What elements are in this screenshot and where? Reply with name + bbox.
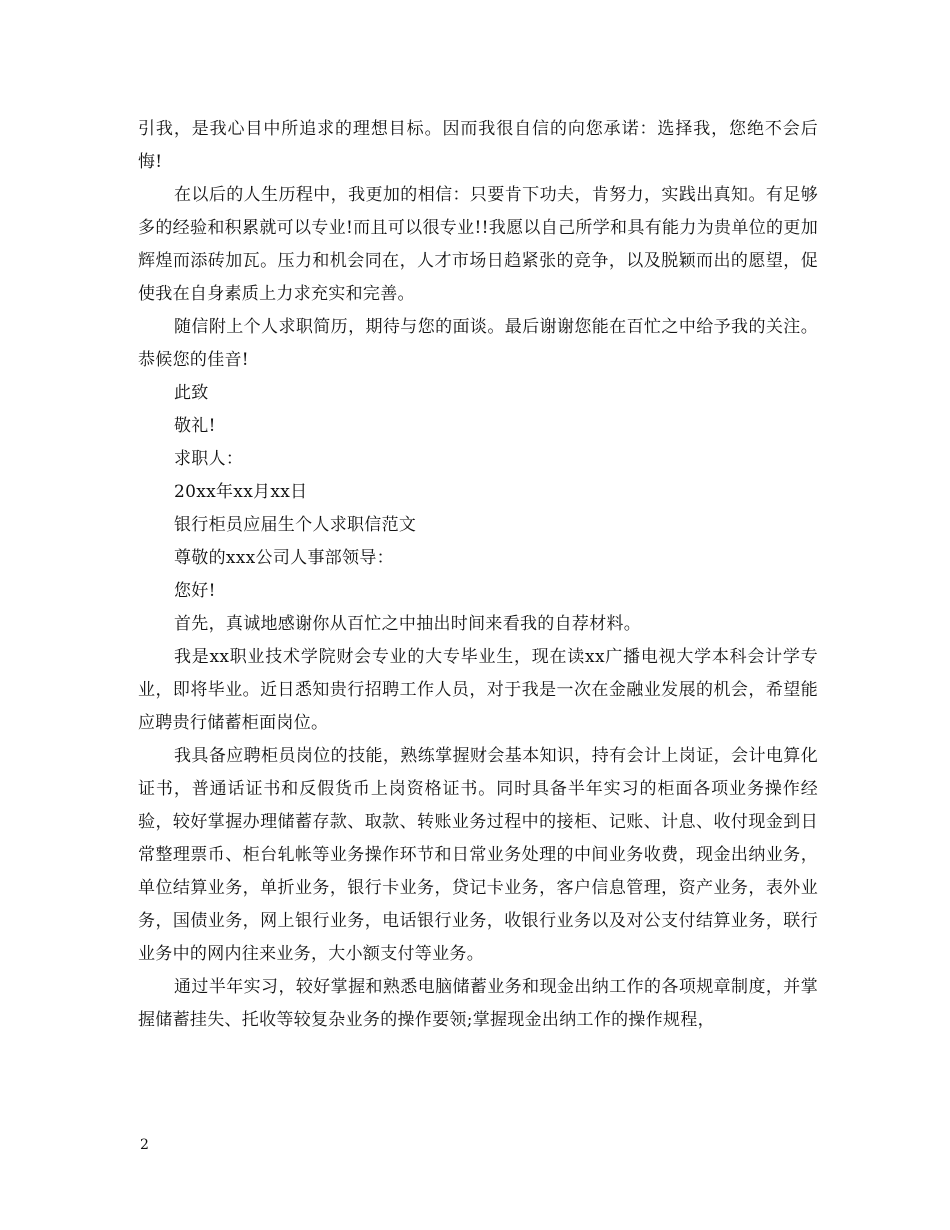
paragraph: 首先，真诚地感谢你从百忙之中抽出时间来看我的自荐材料。 — [174, 614, 642, 634]
closing-regards: 敬礼! — [174, 416, 216, 436]
closing-salutation: 此致 — [174, 383, 209, 403]
section-title: 银行柜员应届生个人求职信范文 — [174, 515, 417, 535]
paragraph: 随信附上个人求职简历，期待与您的面谈。最后谢谢您能在百忙之中给予我的关注。恭候您的佳音! — [138, 317, 818, 370]
paragraph: 引我，是我心目中所追求的理想目标。因而我很自信的向您承诺：选择我，您绝不会后悔! — [138, 119, 818, 172]
greeting: 您好! — [174, 581, 216, 601]
signature-label: 求职人： — [174, 449, 244, 469]
paragraph: 在以后的人生历程中，我更加的相信：只要肯下功夫，肯努力，实践出真知。有足够多的经验和积累就可以专业!而且可以很专业!!我愿以自己所学和具有能力为贵单位的更加辉煌而添砖加瓦。压力和机会同在，人才市场日趋紧张的竞争，以及脱颖而出的愿望，促使我在自身素质上力求充实和完善。 — [138, 185, 818, 304]
paragraph: 我具备应聘柜员岗位的技能，熟练掌握财会基本知识，持有会计上岗证，会计电算化证书，普通话证书和反假货币上岗资格证书。同时具备半年实习的柜面各项业务操作经验，较好掌握办理储蓄存款、取款、转账业务过程中的接柜、记账、计息、收付现金到日常整理票币、柜台轧帐等业务操作环节和日常业务处理的中间业务收费，现金出纳业务，单位结算业务，单折业务，银行卡业务，贷记卡业务，客户信息管理，资产业务，表外业务，国债业务，网上银行业务，电话银行业务，收银行业务以及对公支付结算业务，联行业务中的网内往来业务，大小额支付等业务。 — [138, 746, 818, 964]
paragraph: 通过半年实习，较好掌握和熟悉电脑储蓄业务和现金出纳工作的各项规章制度，并掌握储蓄挂失、托收等较复杂业务的操作要领;掌握现金出纳工作的操作规程， — [138, 977, 818, 1030]
page-number: 2 — [140, 1137, 149, 1153]
letter-date: 20xx年xx月xx日 — [174, 482, 308, 502]
letter-addressee: 尊敬的xxx公司人事部领导： — [174, 548, 394, 568]
document-body — [138, 113, 818, 1037]
paragraph: 我是xx职业技术学院财会专业的大专毕业生，现在读xx广播电视大学本科会计学专业，即将毕业。近日悉知贵行招聘工作人员，对于我是一次在金融业发展的机会，希望能应聘贵行储蓄柜面岗位。 — [138, 647, 818, 733]
